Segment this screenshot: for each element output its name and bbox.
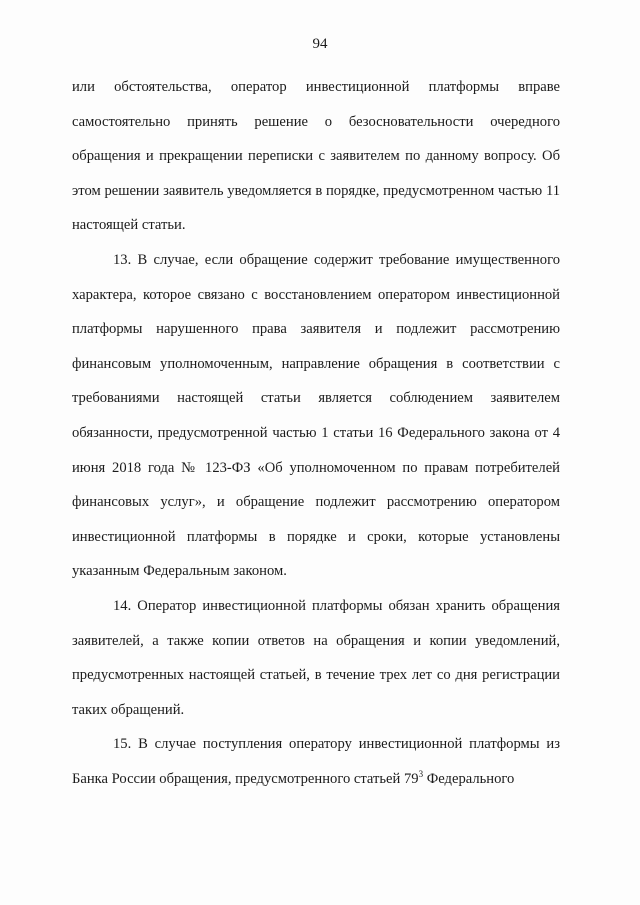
page-number: 94 [312,36,328,52]
paragraph-14: 14. Оператор инвестиционной платформы обязан хранить обращения заявителей, а также копии ответов на обращения и копии уведомлений, предусмотренных настоящей статьей, в течение трех лет со дня регистрации таких обращений. [72,597,560,718]
paragraph-13: 13. В случае, если обращение содержит требование имущественного характера, которое связано с восстановлением оператором инвестиционной платформы нарушенного права заявителя и подлежит рассмотрению финансовым уполномоченным, направление обращения в соответствии с требованиями настоящей статьи является соблюдением заявителем обязанности, предусмотренной частью 1 статьи 16 Федерального закона от 4 июня 2018 года № 123-ФЗ «Об уполномоченном по правам потребителей финансовых услуг», и обращение подлежит рассмотрению оператором инвестиционной платформы в порядке и сроки, которые установлены указанным Федеральным законом. [72,251,560,580]
paragraph-15-text-end: Федерального [423,770,515,787]
paragraph-15 [72,727,560,796]
article-superscript: 3 [418,768,424,779]
document-body [72,70,560,796]
paragraph-continuation: или обстоятельства, оператор инвестиционной платформы вправе самостоятельно принять решение о безосновательности очередного обращения и прекращении переписки с заявителем по данному вопросу. Об этом решении заявитель уведомляется в порядке, предусмотренном частью 11 настоящей статьи. [72,79,560,234]
paragraph-15-text: 15. В случае поступления оператору инвестиционной платформы из Банка России обращения, предусмотренного статьей 79 [72,736,560,787]
